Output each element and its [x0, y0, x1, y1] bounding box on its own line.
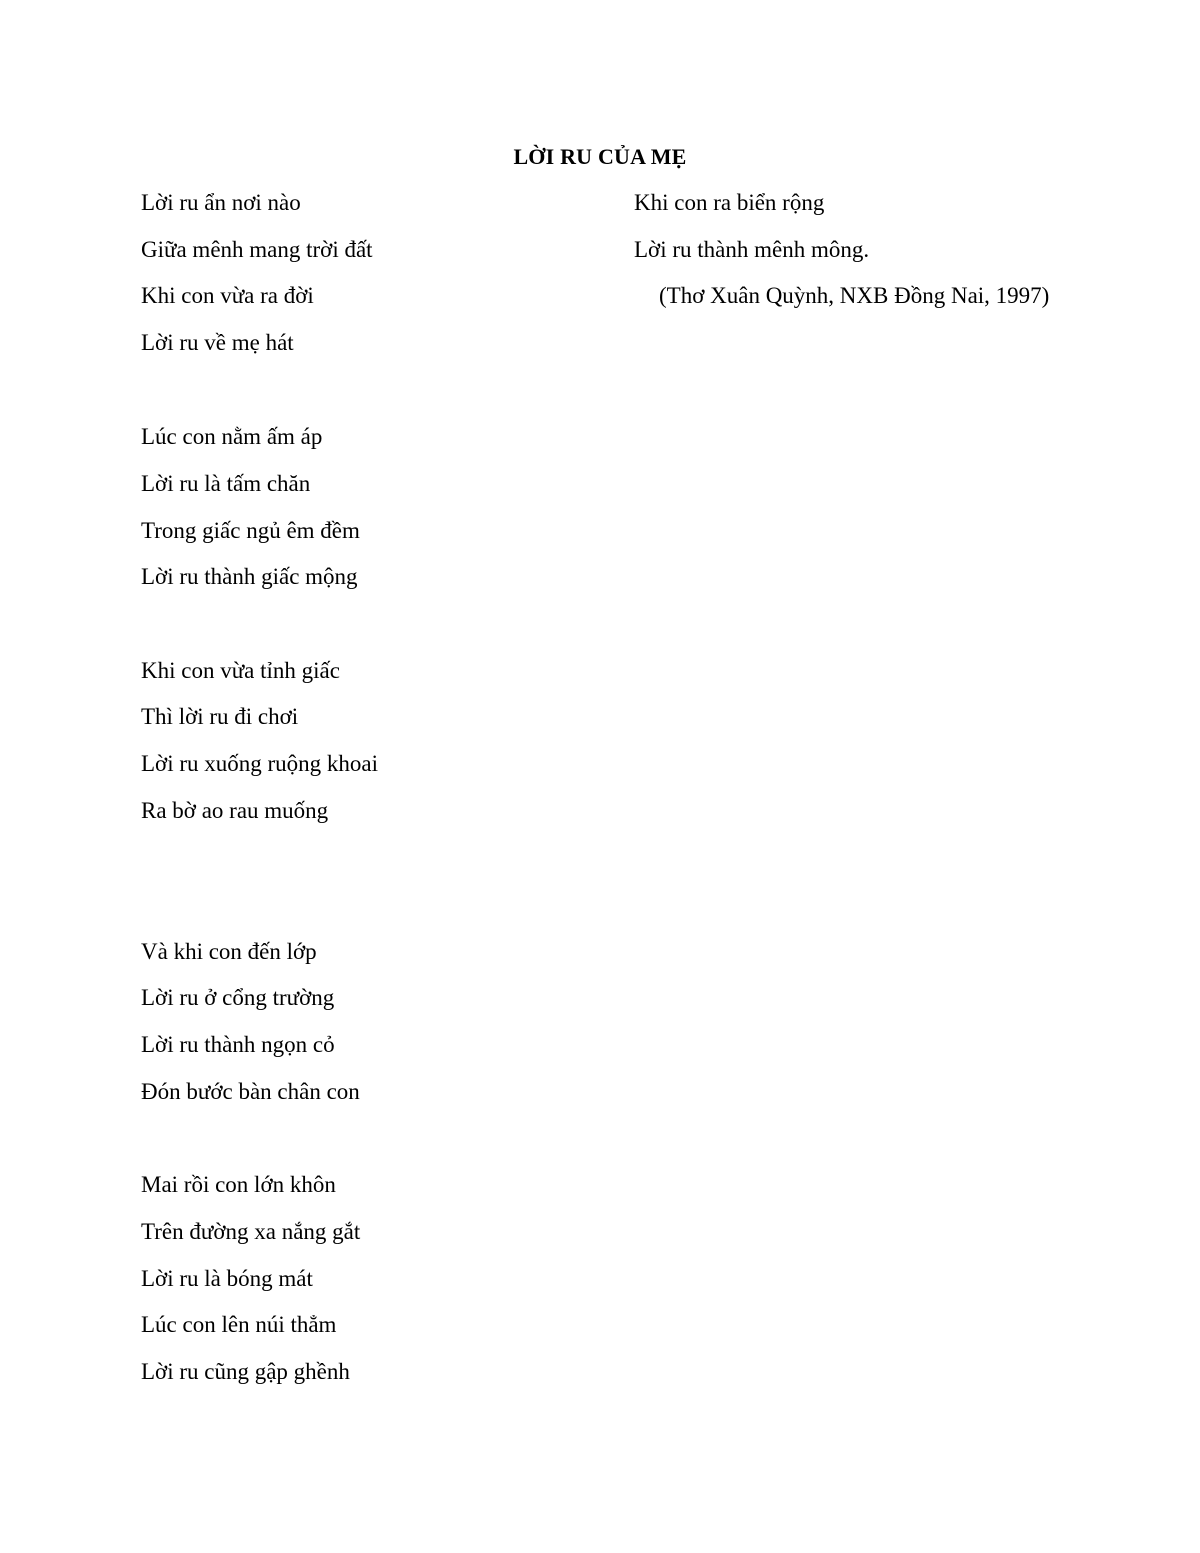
poem-line: Lời ru là bóng mát — [141, 1266, 313, 1291]
poem-line: Giữa mênh mang trời đất — [141, 237, 373, 262]
poem-title: LỜI RU CỦA MẸ — [513, 144, 687, 169]
poem-line: Lời ru về mẹ hát — [141, 330, 294, 355]
poem-line: Trên đường xa nắng gắt — [141, 1219, 361, 1244]
poem-line: Ra bờ ao rau muống — [141, 798, 329, 823]
poem-line: Mai rồi con lớn khôn — [141, 1172, 336, 1197]
poem-line: Lúc con nằm ấm áp — [141, 424, 323, 449]
poem-line: Và khi con đến lớp — [141, 939, 317, 964]
poem-line: Khi con vừa ra đời — [141, 283, 314, 308]
poem-line: Khi con ra biển rộng — [634, 190, 825, 215]
poem-line: Thì lời ru đi chơi — [141, 704, 299, 729]
poem-line: Đón bước bàn chân con — [141, 1079, 360, 1104]
poem-line: Lời ru xuống ruộng khoai — [141, 751, 379, 776]
poem-line: Lời ru thành ngọn cỏ — [141, 1032, 335, 1057]
poem-line: Lời ru là tấm chăn — [141, 471, 311, 496]
poem-line: Lời ru thành giấc mộng — [141, 564, 358, 589]
poem-line: Lời ru ở cổng trường — [141, 985, 335, 1010]
citation: (Thơ Xuân Quỳnh, NXB Đồng Nai, 1997) — [659, 283, 1050, 308]
poem-line: Lời ru cũng gập ghềnh — [141, 1359, 350, 1384]
poem-line: Lời ru thành mênh mông. — [634, 237, 870, 262]
poem-line: Khi con vừa tỉnh giấc — [141, 658, 340, 683]
poem-line: Trong giấc ngủ êm đềm — [141, 518, 360, 543]
poem-line: Lúc con lên núi thẳm — [141, 1312, 337, 1337]
poem-line: Lời ru ẩn nơi nào — [141, 190, 301, 215]
